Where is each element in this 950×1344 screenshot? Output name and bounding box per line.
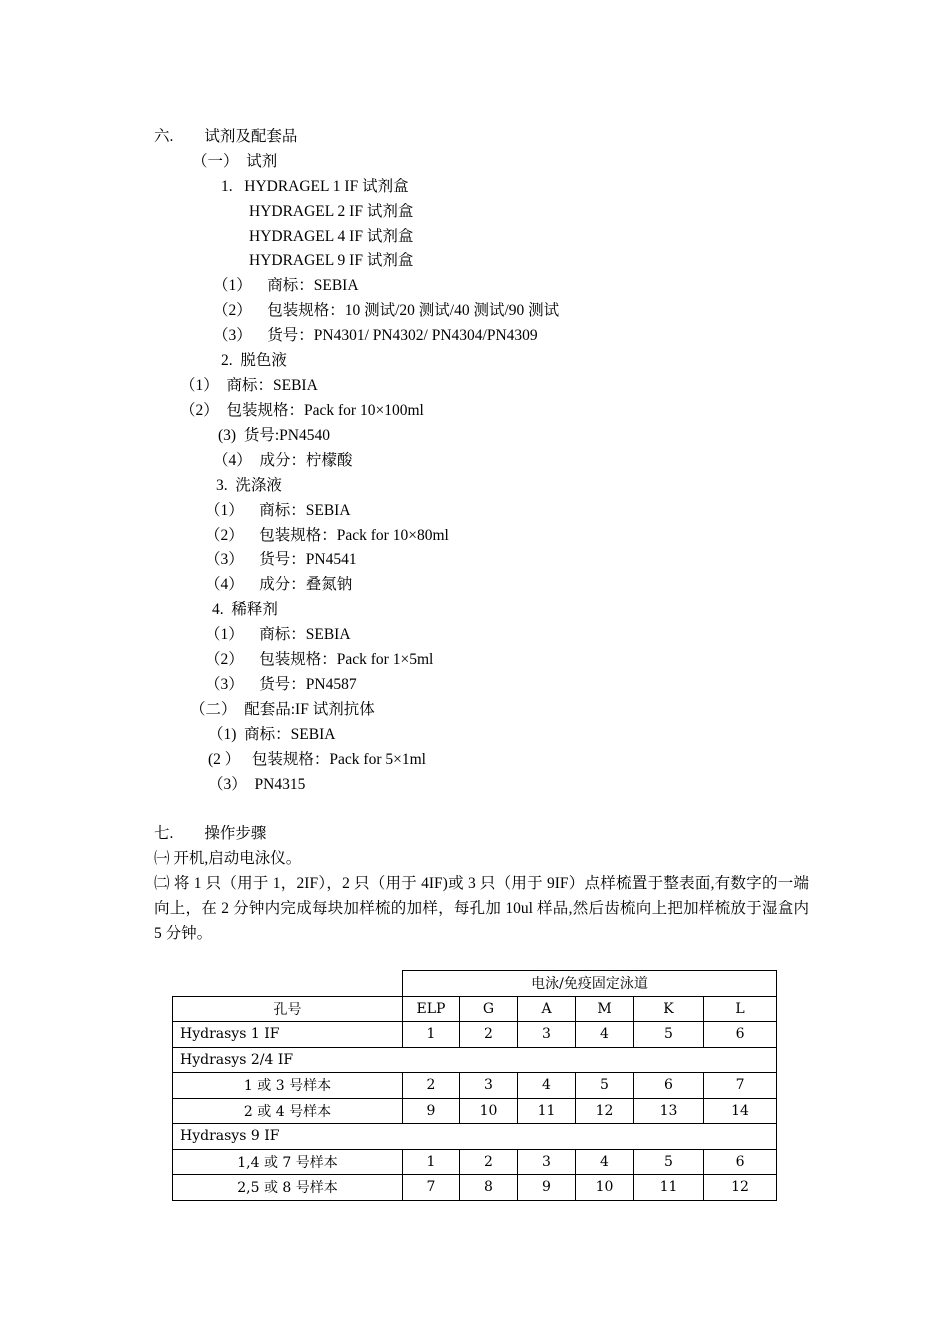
item-2-composition: （4） 成分：柠檬酸 <box>213 452 353 469</box>
table-row <box>173 1022 777 1048</box>
table-row-label: 1 或 3 号样本 <box>173 1073 403 1099</box>
table-row-label: Hydrasys 1 IF <box>173 1022 403 1048</box>
item-2-catalog-no: (3) 货号:PN4540 <box>218 427 330 444</box>
item-3-package: （2） 包装规格：Pack for 10×80ml <box>205 527 449 544</box>
item-4-catalog-no: （3） 货号：PN4587 <box>205 676 357 693</box>
table-cell: 6 <box>634 1073 704 1099</box>
item-3-catalog-no: （3） 货号：PN4541 <box>205 551 357 568</box>
item-4-brand: （1） 商标：SEBIA <box>205 626 351 643</box>
table-cell: 1 <box>403 1149 460 1175</box>
item-4-title: 4. 稀释剂 <box>212 601 278 618</box>
table-cell: 1 <box>403 1022 460 1048</box>
table-cell: 9 <box>518 1175 576 1201</box>
table-cell: 10 <box>460 1098 518 1124</box>
table-cell: 10 <box>576 1175 634 1201</box>
table-cell: 5 <box>634 1149 704 1175</box>
step-2: ㈡ 将 1 只（用于 1，2IF），2 只（用于 4IF)或 3 只（用于 9IF）点样梳置于整表面,有数字的一端向上，在 2 分钟内完成每块加样梳的加样，每孔加 10ul 样品,然后齿梳向上把加样梳放于湿盒内 5 分钟。 <box>154 875 809 942</box>
column-header: G <box>460 996 518 1022</box>
table-cell: 9 <box>403 1098 460 1124</box>
table-cell: 6 <box>704 1149 777 1175</box>
table-cell: 13 <box>634 1098 704 1124</box>
table-cell: 3 <box>518 1022 576 1048</box>
well-number-header: 孔号 <box>173 996 403 1022</box>
item-3-title: 3. 洗涤液 <box>216 477 282 494</box>
item-1-title: 1. HYDRAGEL 1 IF 试剂盒 <box>221 178 409 195</box>
table-cell: 4 <box>576 1022 634 1048</box>
item-3-brand: （1） 商标：SEBIA <box>205 502 351 519</box>
lane-assignment-table <box>172 970 777 1201</box>
table-row <box>173 1073 777 1099</box>
table-cell: 11 <box>634 1175 704 1201</box>
accessory-brand: （1) 商标：SEBIA <box>208 726 336 743</box>
column-header: ELP <box>403 996 460 1022</box>
table-cell: 2 <box>460 1149 518 1175</box>
table-row <box>173 1149 777 1175</box>
table-group-label: Hydrasys 2/4 IF <box>173 1047 777 1073</box>
column-header: M <box>576 996 634 1022</box>
table-cell: 12 <box>704 1175 777 1201</box>
table-cell: 7 <box>704 1073 777 1099</box>
table-group-label: Hydrasys 9 IF <box>173 1124 777 1150</box>
table-cell: 5 <box>576 1073 634 1099</box>
table-row <box>173 1175 777 1201</box>
table-cell: 12 <box>576 1098 634 1124</box>
table-cell: 7 <box>403 1175 460 1201</box>
step-1: ㈠ 开机,启动电泳仪。 <box>154 850 302 867</box>
table-column-header-row <box>173 996 777 1022</box>
table-group-header-row <box>173 971 777 997</box>
table-row-label: 2,5 或 8 号样本 <box>173 1175 403 1201</box>
subsection-reagents: （一） 试剂 <box>192 153 278 170</box>
item-2-title: 2. 脱色液 <box>221 352 287 369</box>
table-row <box>173 1098 777 1124</box>
table-corner-blank <box>173 971 403 997</box>
table-cell: 5 <box>634 1022 704 1048</box>
table-row-label: 1,4 或 7 号样本 <box>173 1149 403 1175</box>
item-1-catalog-no: （3） 货号：PN4301/ PN4302/ PN4304/PN4309 <box>213 327 538 344</box>
column-header: K <box>634 996 704 1022</box>
item-1-line-3: HYDRAGEL 4 IF 试剂盒 <box>249 228 414 245</box>
item-2-package: （2） 包装规格：Pack for 10×100ml <box>180 402 424 419</box>
table-cell: 3 <box>518 1149 576 1175</box>
table-cell: 2 <box>460 1022 518 1048</box>
lane-group-header: 电泳/免疫固定泳道 <box>403 971 777 997</box>
section-7-title: 七. 操作步骤 <box>154 825 267 842</box>
table-cell: 2 <box>403 1073 460 1099</box>
item-1-line-2: HYDRAGEL 2 IF 试剂盒 <box>249 203 414 220</box>
table-cell: 11 <box>518 1098 576 1124</box>
accessory-package: (2 ） 包装规格：Pack for 5×1ml <box>208 751 426 768</box>
table-row <box>173 1047 777 1073</box>
item-4-package: （2） 包装规格：Pack for 1×5ml <box>205 651 434 668</box>
table-cell: 4 <box>576 1149 634 1175</box>
table-cell: 14 <box>704 1098 777 1124</box>
column-header: L <box>704 996 777 1022</box>
table-cell: 4 <box>518 1073 576 1099</box>
table-cell: 6 <box>704 1022 777 1048</box>
table-cell: 3 <box>460 1073 518 1099</box>
item-3-composition: （4） 成分：叠氮钠 <box>205 576 353 593</box>
table-cell: 8 <box>460 1175 518 1201</box>
section-6-title: 六. 试剂及配套品 <box>154 128 298 145</box>
table-row-label: 2 或 4 号样本 <box>173 1098 403 1124</box>
item-1-package: （2） 包装规格：10 测试/20 测试/40 测试/90 测试 <box>213 302 560 319</box>
subsection-accessories: （二） 配套品:IF 试剂抗体 <box>190 701 375 718</box>
table-row <box>173 1124 777 1150</box>
item-1-line-4: HYDRAGEL 9 IF 试剂盒 <box>249 252 414 269</box>
item-1-brand: （1） 商标：SEBIA <box>213 277 359 294</box>
column-header: A <box>518 996 576 1022</box>
item-2-brand: （1） 商标：SEBIA <box>180 377 318 394</box>
accessory-catalog-no: （3） PN4315 <box>208 776 306 793</box>
